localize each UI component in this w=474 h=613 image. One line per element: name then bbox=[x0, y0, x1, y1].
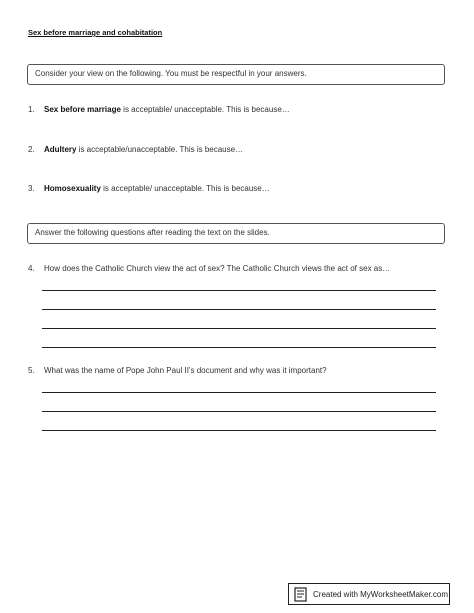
question-text: is acceptable/ unacceptable. This is because… bbox=[120, 105, 290, 114]
question-number: 1. bbox=[28, 105, 35, 114]
worksheet-title: Sex before marriage and cohabitation bbox=[28, 28, 163, 37]
worksheet-logo-icon bbox=[294, 587, 307, 602]
question-text: What was the name of Pope John Paul II's document and why was it important? bbox=[44, 366, 327, 375]
question-topic: Sex before marriage bbox=[44, 105, 121, 114]
answer-line[interactable] bbox=[42, 411, 436, 412]
instruction-box-views: Consider your view on the following. You must be respectful in your answers. bbox=[27, 64, 445, 85]
question-4 bbox=[28, 264, 390, 273]
answer-line[interactable] bbox=[42, 309, 436, 310]
question-topic: Adultery bbox=[44, 145, 77, 154]
question-number: 2. bbox=[28, 145, 35, 154]
question-text: is acceptable/ unacceptable. This is because… bbox=[100, 184, 270, 193]
question-text: How does the Catholic Church view the act of sex? The Catholic Church views the act of sex as… bbox=[44, 264, 391, 273]
footer-text: Created with MyWorksheetMaker.com bbox=[313, 589, 449, 599]
question-5 bbox=[28, 366, 327, 375]
answer-line[interactable] bbox=[42, 328, 436, 329]
question-number: 4. bbox=[28, 264, 35, 273]
question-number: 5. bbox=[28, 366, 35, 375]
question-number: 3. bbox=[28, 184, 35, 193]
footer-credit[interactable] bbox=[288, 583, 450, 605]
answer-line[interactable] bbox=[42, 290, 436, 291]
question-topic: Homosexuality bbox=[44, 184, 101, 193]
instruction-box-slides: Answer the following questions after reading the text on the slides. bbox=[27, 223, 445, 244]
question-text: is acceptable/unacceptable. This is because… bbox=[76, 145, 244, 154]
question-1 bbox=[28, 105, 290, 114]
question-2 bbox=[28, 145, 243, 154]
answer-line[interactable] bbox=[42, 430, 436, 431]
answer-line[interactable] bbox=[42, 392, 436, 393]
question-3 bbox=[28, 184, 270, 193]
answer-line[interactable] bbox=[42, 347, 436, 348]
